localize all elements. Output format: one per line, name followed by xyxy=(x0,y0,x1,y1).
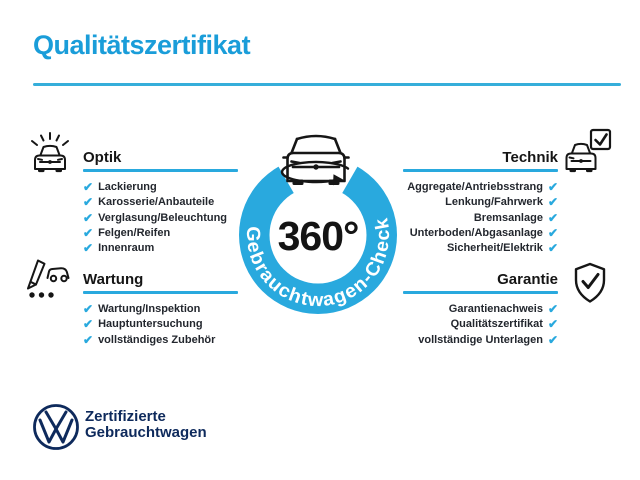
check-icon: ✔ xyxy=(547,180,558,195)
check-icon: ✔ xyxy=(547,195,558,210)
item-label: Aggregate/Antriebsstrang xyxy=(407,181,543,194)
section-underline xyxy=(403,291,558,294)
section-underline xyxy=(83,291,238,294)
check-icon: ✔ xyxy=(83,241,94,256)
check-item xyxy=(403,180,558,195)
vw-logo xyxy=(32,403,80,451)
check-icon: ✔ xyxy=(547,317,558,332)
check-icon: ✔ xyxy=(547,302,558,317)
check-item xyxy=(403,317,558,332)
section-garantie xyxy=(403,271,558,347)
check-item xyxy=(403,210,558,225)
section-optik xyxy=(83,149,238,256)
item-label: Innenraum xyxy=(98,242,155,255)
check-icon: ✔ xyxy=(83,180,94,195)
section-title: Garantie xyxy=(497,271,558,288)
check-item xyxy=(403,302,558,317)
car-shine-icon xyxy=(27,128,73,174)
check-item xyxy=(403,332,558,347)
section-underline xyxy=(83,169,238,172)
item-label: Lenkung/Fahrwerk xyxy=(445,196,543,209)
checklist xyxy=(403,302,558,348)
check-item xyxy=(403,225,558,240)
checklist xyxy=(403,180,558,256)
item-label: vollständige Unterlagen xyxy=(418,333,543,346)
check-item xyxy=(83,317,238,332)
item-label: Unterboden/Abgasanlage xyxy=(409,227,543,240)
check-icon: ✔ xyxy=(83,317,94,332)
check-icon: ✔ xyxy=(547,226,558,241)
car-checkbox-icon xyxy=(563,127,613,177)
item-label: Felgen/Reifen xyxy=(98,227,171,240)
check-item xyxy=(83,225,238,240)
check-icon: ✔ xyxy=(83,195,94,210)
check-icon: ✔ xyxy=(547,332,558,347)
item-label: Sicherheit/Elektrik xyxy=(446,242,543,255)
item-label: vollständiges Zubehör xyxy=(98,333,216,346)
check-icon: ✔ xyxy=(83,302,94,317)
footer-brand xyxy=(85,409,207,440)
checklist xyxy=(83,180,238,256)
ring-label: Gebrauchtwagen-Check xyxy=(241,215,395,312)
item-label: Hauptuntersuchung xyxy=(98,318,203,331)
section-title: Optik xyxy=(83,149,122,166)
item-label: Wartung/Inspektion xyxy=(98,303,201,316)
check-item xyxy=(83,302,238,317)
section-technik xyxy=(403,149,558,256)
item-label: Verglasung/Beleuchtung xyxy=(98,211,228,224)
section-title: Technik xyxy=(502,149,558,166)
section-underline xyxy=(403,169,558,172)
check-icon: ✔ xyxy=(547,210,558,225)
footer-brand-line2: Gebrauchtwagen xyxy=(85,423,207,441)
badge-360-check xyxy=(229,118,409,328)
title-divider xyxy=(33,83,621,86)
check-item xyxy=(83,210,238,225)
shield-check-icon xyxy=(570,261,610,305)
badge-center-label: 360° xyxy=(277,213,359,259)
section-title: Wartung xyxy=(83,271,144,288)
item-label: Karosserie/Anbauteile xyxy=(98,196,215,209)
check-item xyxy=(403,195,558,210)
section-wartung xyxy=(83,271,238,347)
pen-car-icon xyxy=(25,257,75,299)
check-icon: ✔ xyxy=(83,332,94,347)
item-label: Bremsanlage xyxy=(473,211,543,224)
check-item xyxy=(83,241,238,256)
check-item xyxy=(83,195,238,210)
check-icon: ✔ xyxy=(83,226,94,241)
check-item xyxy=(403,241,558,256)
check-item xyxy=(83,180,238,195)
page-title: Qualitätszertifikat xyxy=(33,30,251,60)
item-label: Qualitätszertifikat xyxy=(450,318,543,331)
checklist xyxy=(83,302,238,348)
item-label: Lackierung xyxy=(98,181,157,194)
check-icon: ✔ xyxy=(547,241,558,256)
item-label: Garantienachweis xyxy=(448,303,543,316)
footer-brand-line1: Zertifizierte xyxy=(85,408,166,425)
check-item xyxy=(83,332,238,347)
check-icon: ✔ xyxy=(83,210,94,225)
